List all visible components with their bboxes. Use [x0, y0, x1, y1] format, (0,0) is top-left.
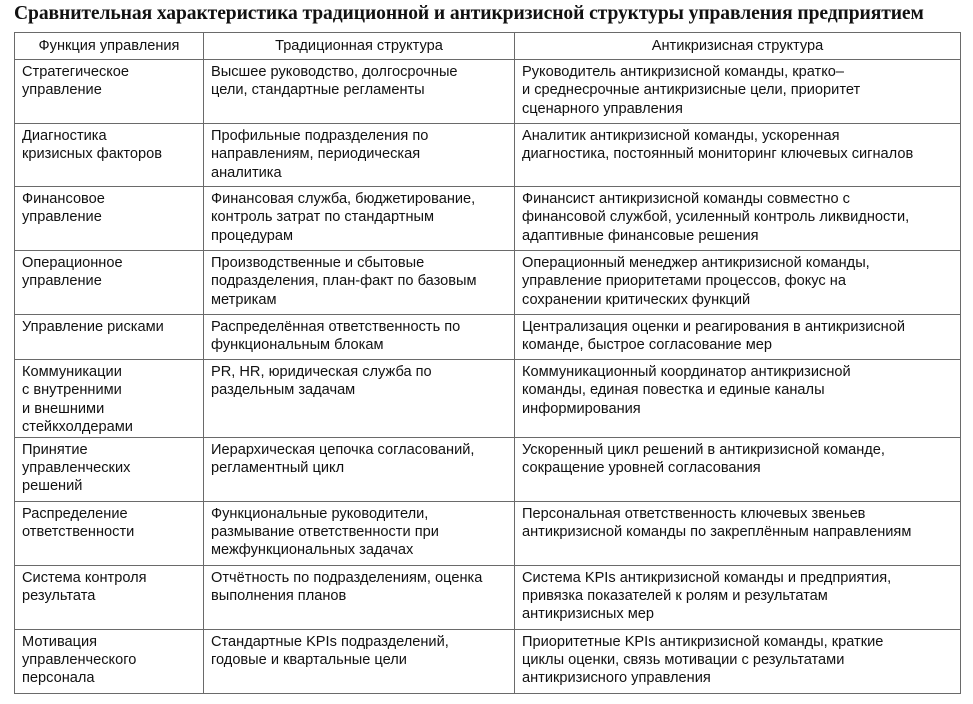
- cell-line: управление: [22, 82, 102, 99]
- cell-function: [15, 60, 204, 124]
- table-row: [15, 187, 961, 251]
- cell-line: Принятие: [22, 441, 88, 458]
- cell-line: выполнения планов: [211, 588, 347, 605]
- cell-line: Руководитель антикризисной команды, кратко–: [522, 64, 845, 80]
- cell-line: Распределение: [22, 505, 128, 522]
- cell-line: Финансовая служба, бюджетирование,: [211, 191, 476, 207]
- table-row: [15, 360, 961, 438]
- cell-line: Операционное: [22, 255, 123, 271]
- cell-anticrisis: [515, 187, 961, 251]
- cell-line: Иерархическая цепочка согласований,: [211, 441, 475, 458]
- page-title: Сравнительная характеристика традиционной и антикризисной структуры управления предприятием: [14, 3, 924, 24]
- cell-line: Высшее руководство, долгосрочные: [211, 64, 458, 80]
- cell-anticrisis: [515, 501, 961, 565]
- cell-line: антикризисной команды по закреплённым направлениям: [522, 524, 912, 541]
- cell-traditional: [204, 437, 515, 501]
- cell-line: Аналитик антикризисной команды, ускоренная: [522, 128, 840, 144]
- cell-line: управление: [22, 273, 102, 290]
- table-row: [15, 315, 961, 360]
- cell-line: процедурам: [211, 227, 294, 244]
- cell-line: межфункциональных задачах: [211, 542, 414, 559]
- cell-function: [15, 629, 204, 693]
- cell-function: [15, 251, 204, 315]
- cell-traditional: [204, 501, 515, 565]
- cell-traditional: [204, 124, 515, 187]
- cell-line: функциональным блокам: [211, 337, 384, 354]
- cell-line: Диагностика: [22, 128, 107, 144]
- table-row: [15, 629, 961, 693]
- cell-function: [15, 315, 204, 360]
- cell-line: Управление рисками: [22, 319, 164, 335]
- cell-traditional: [204, 565, 515, 629]
- cell-line: управление: [22, 209, 102, 226]
- cell-line: управление приоритетами процессов, фокус на: [522, 273, 846, 290]
- cell-line: циклы оценки, связь мотивации с результатами: [522, 652, 845, 669]
- cell-line: Финансовое: [22, 191, 105, 207]
- cell-anticrisis: [515, 251, 961, 315]
- cell-anticrisis: [515, 60, 961, 124]
- cell-line: направлениям, периодическая: [211, 146, 421, 163]
- cell-line: Распределённая ответственность по: [211, 319, 461, 335]
- cell-line: контроль затрат по стандартным: [211, 209, 435, 226]
- cell-line: результата: [22, 588, 96, 605]
- cell-function: [15, 360, 204, 438]
- cell-line: метрикам: [211, 291, 277, 308]
- cell-line: команде, быстрое согласование мер: [522, 337, 772, 354]
- cell-anticrisis: [515, 360, 961, 438]
- cell-traditional: [204, 360, 515, 438]
- cell-anticrisis: [515, 124, 961, 187]
- cell-line: Ускоренный цикл решений в антикризисной команде,: [522, 441, 885, 458]
- cell-line: размывание ответственности при: [211, 524, 439, 541]
- cell-line: решений: [22, 478, 83, 495]
- cell-line: Персональная ответственность ключевых звеньев: [522, 505, 866, 522]
- cell-line: диагностика, постоянный мониторинг ключевых сигналов: [522, 146, 914, 163]
- cell-line: адаптивные финансовые решения: [522, 227, 759, 244]
- table-row: [15, 251, 961, 315]
- cell-function: [15, 187, 204, 251]
- cell-line: Система контроля: [22, 569, 147, 586]
- cell-line: Централизация оценки и реагирования в антикризисной: [522, 319, 905, 335]
- table-row: [15, 437, 961, 501]
- cell-traditional: [204, 187, 515, 251]
- cell-line: с внутренними: [22, 382, 122, 399]
- cell-line: Операционный менеджер антикризисной команды,: [522, 255, 870, 271]
- cell-line: PR, HR, юридическая служба по: [211, 364, 432, 380]
- cell-anticrisis: [515, 437, 961, 501]
- cell-line: антикризисных мер: [522, 606, 654, 623]
- cell-anticrisis: [515, 629, 961, 693]
- cell-line: Приоритетные KPIs антикризисной команды, краткие: [522, 633, 884, 650]
- cell-line: сохранении критических функций: [522, 291, 751, 308]
- table-header-row: [15, 33, 961, 60]
- cell-line: финансовой службой, усиленный контроль ликвидности,: [522, 209, 910, 226]
- table-row: [15, 565, 961, 629]
- cell-line: привязка показателей к ролям и результатам: [522, 588, 828, 605]
- cell-function: [15, 501, 204, 565]
- cell-line: Производственные и сбытовые: [211, 255, 425, 271]
- cell-traditional: [204, 60, 515, 124]
- cell-line: раздельным задачам: [211, 382, 356, 399]
- cell-line: аналитика: [211, 164, 282, 181]
- table-row: [15, 501, 961, 565]
- cell-line: стейкхолдерами: [22, 419, 133, 436]
- cell-line: Мотивация: [22, 633, 98, 650]
- cell-line: и среднесрочные антикризисные цели, приоритет: [522, 82, 861, 99]
- cell-line: Система KPIs антикризисной команды и предприятия,: [522, 569, 892, 586]
- table-row: [15, 60, 961, 124]
- cell-line: годовые и квартальные цели: [211, 652, 407, 669]
- cell-traditional: [204, 251, 515, 315]
- cell-line: управленческих: [22, 460, 131, 477]
- header-anticrisis: Антикризисная структура: [515, 33, 961, 60]
- cell-line: информирования: [522, 400, 641, 417]
- comparison-table: [14, 32, 961, 694]
- cell-function: [15, 437, 204, 501]
- header-traditional: Традиционная структура: [204, 33, 515, 60]
- cell-line: сценарного управления: [522, 100, 683, 117]
- cell-line: сокращение уровней согласования: [522, 460, 761, 477]
- cell-line: Финансист антикризисной команды совместно с: [522, 191, 850, 207]
- cell-line: Коммуникационный координатор антикризисной: [522, 364, 851, 380]
- cell-line: Стандартные KPIs подразделений,: [211, 633, 449, 650]
- cell-line: персонала: [22, 670, 95, 687]
- cell-traditional: [204, 315, 515, 360]
- cell-line: управленческого: [22, 652, 137, 669]
- cell-function: [15, 565, 204, 629]
- cell-line: ответственности: [22, 524, 135, 541]
- cell-line: Профильные подразделения по: [211, 128, 429, 144]
- table-row: [15, 124, 961, 187]
- cell-line: Функциональные руководители,: [211, 505, 429, 522]
- table-body: [15, 60, 961, 694]
- cell-line: антикризисного управления: [522, 670, 711, 687]
- cell-line: регламентный цикл: [211, 460, 345, 477]
- cell-traditional: [204, 629, 515, 693]
- cell-function: [15, 124, 204, 187]
- cell-line: кризисных факторов: [22, 146, 162, 163]
- cell-line: и внешними: [22, 400, 105, 417]
- cell-line: Коммуникации: [22, 364, 122, 380]
- header-function: Функция управления: [15, 33, 204, 60]
- cell-line: Стратегическое: [22, 64, 130, 80]
- cell-line: команды, единая повестка и единые каналы: [522, 382, 825, 399]
- cell-anticrisis: [515, 315, 961, 360]
- cell-line: Отчётность по подразделениям, оценка: [211, 569, 483, 586]
- cell-line: цели, стандартные регламенты: [211, 82, 425, 99]
- cell-anticrisis: [515, 565, 961, 629]
- cell-line: подразделения, план-факт по базовым: [211, 273, 477, 290]
